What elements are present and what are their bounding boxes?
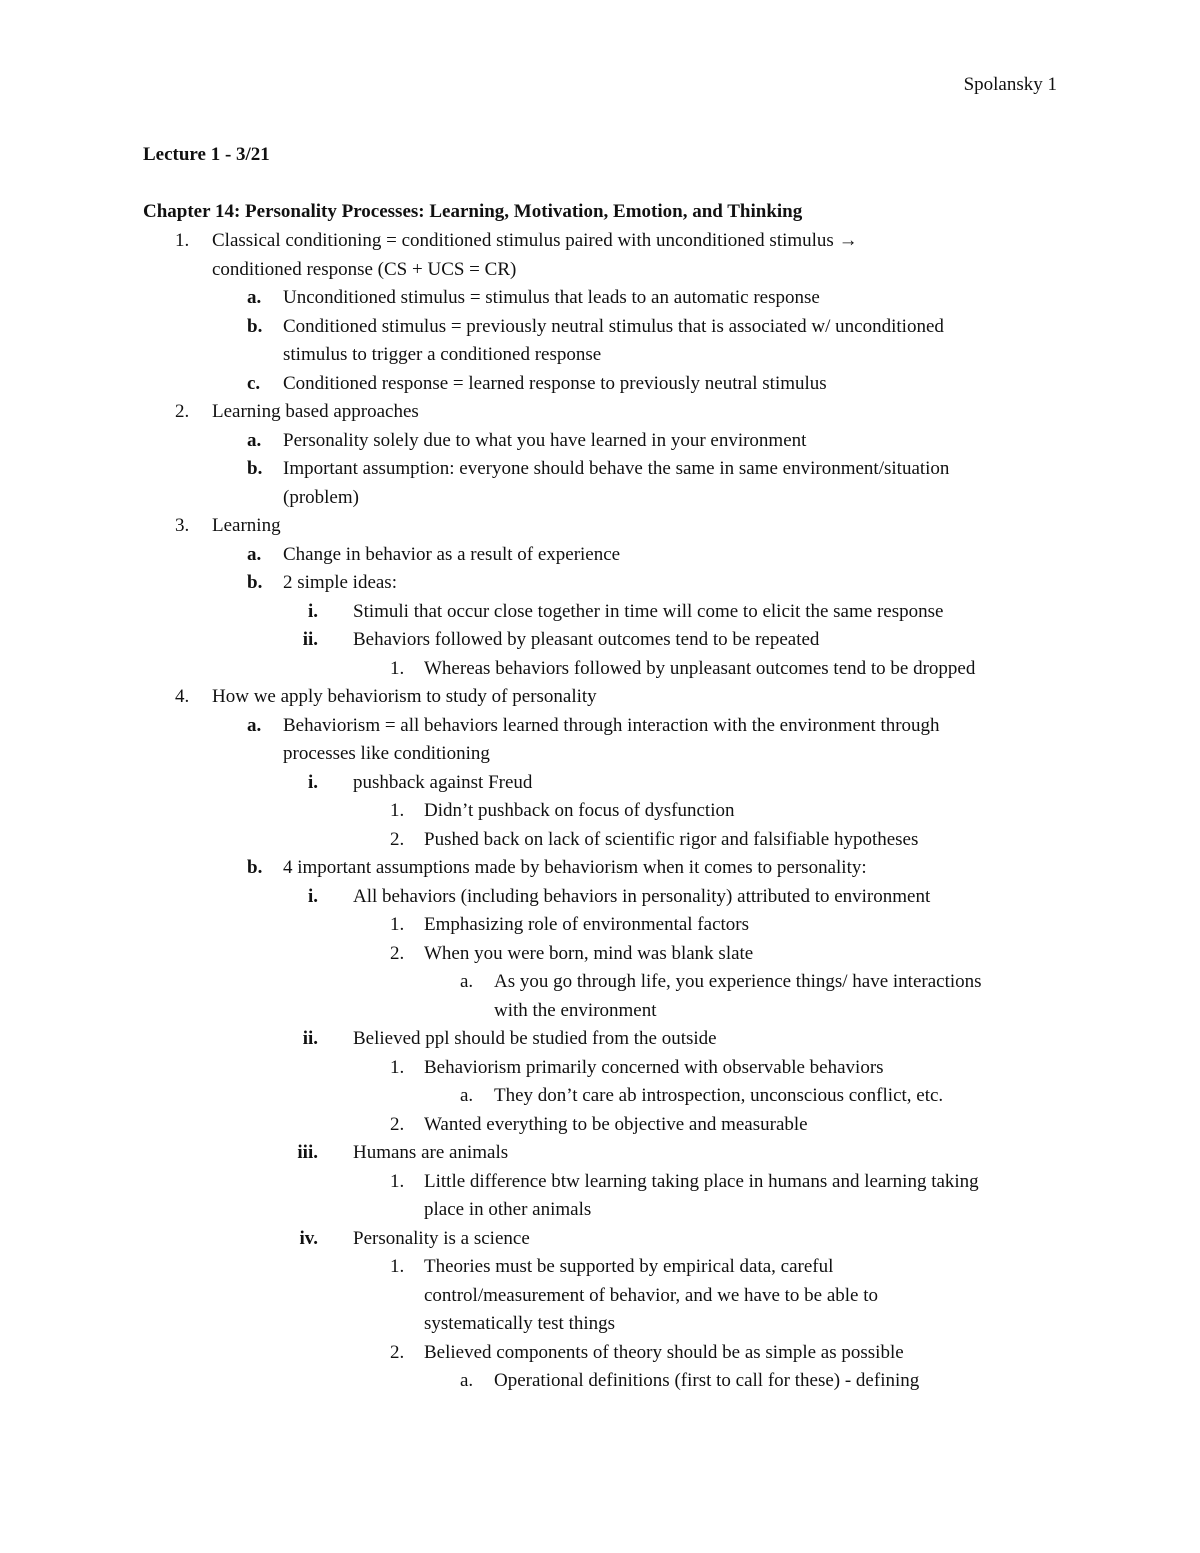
outline-item-level-2 <box>247 370 1060 399</box>
outline-item-level-2 <box>247 712 1060 769</box>
page-header-label: Spolansky 1 <box>963 74 1057 95</box>
outline-item-text: place in other animals <box>424 1199 592 1220</box>
outline-item-level-5 <box>460 968 1060 1025</box>
outline-item-text: 2 simple ideas: <box>283 572 397 593</box>
outline-item-text: Didn’t pushback on focus of dysfunction <box>424 800 735 821</box>
outline-item-marker: a. <box>247 543 262 565</box>
outline-item-marker: 1. <box>390 657 405 679</box>
outline-item-level-2 <box>247 854 1060 883</box>
outline-item-level-1 <box>175 398 1060 427</box>
outline-item-text: Believed components of theory should be as simple as possible <box>424 1341 904 1363</box>
outline-item-text: Conditioned response = learned response to previously neutral stimulus <box>283 372 827 394</box>
outline-item-text: control/measurement of behavior, and we have to be able to <box>424 1284 879 1306</box>
outline-item-text: Learning based approaches <box>212 401 419 422</box>
outline-item-text: They don’t care ab introspection, unconscious conflict, etc. <box>494 1085 944 1106</box>
outline-item-marker: 2. <box>390 1341 405 1363</box>
outline-item-marker: a. <box>247 287 262 308</box>
outline-item-text: (problem) <box>283 486 359 508</box>
outline-item-text: Behaviorism = all behaviors learned through interaction with the environment through <box>283 714 940 736</box>
outline-item-marker: ii. <box>302 629 318 650</box>
outline-item-level-2 <box>247 455 1060 512</box>
outline-item-text: 4 important assumptions made by behaviorism when it comes to personality: <box>283 857 867 878</box>
outline-item-level-5 <box>460 1367 1060 1396</box>
outline-item-marker: b. <box>247 857 263 878</box>
outline-item-marker: iv. <box>299 1227 318 1249</box>
outline-item-text: Stimuli that occur close together in time will come to elicit the same response <box>353 600 944 622</box>
outline-item-marker: i. <box>307 885 318 907</box>
outline-item-marker: b. <box>247 315 263 337</box>
outline-item-marker: a. <box>460 1085 474 1106</box>
outline-item-text: Personality solely due to what you have learned in your environment <box>283 429 807 451</box>
outline-item-text: Important assumption: everyone should behave the same in same environment/situation <box>283 458 950 479</box>
outline-item-level-4 <box>390 1253 1060 1339</box>
outline-item-marker: b. <box>247 458 263 479</box>
outline-item-level-4 <box>390 655 1060 684</box>
outline-item-text: systematically test things <box>424 1313 616 1334</box>
outline-item-level-3 <box>307 883 1060 912</box>
outline-item-text: stimulus to trigger a conditioned response <box>283 344 602 365</box>
outline-item-text: Behaviorism primarily concerned with observable behaviors <box>424 1056 884 1078</box>
outline-item-level-3 <box>307 598 1060 627</box>
outline-item-marker: 3. <box>175 515 190 536</box>
outline-item-level-4 <box>390 1054 1060 1083</box>
outline-item-level-5 <box>460 1082 1060 1111</box>
outline-item-level-3 <box>302 1025 1060 1054</box>
outline-item-level-2 <box>247 427 1060 456</box>
outline-item-marker: ii. <box>302 1028 318 1049</box>
outline-item-text: Behaviors followed by pleasant outcomes tend to be repeated <box>353 629 820 650</box>
outline-item-text: Whereas behaviors followed by unpleasant outcomes tend to be dropped <box>424 657 976 679</box>
outline-item-text: pushback against Freud <box>353 771 533 793</box>
outline-item-marker: 1. <box>390 1170 405 1192</box>
outline-item-level-3 <box>307 769 1060 798</box>
outline-item-level-1 <box>175 512 1060 541</box>
outline-item-level-2 <box>247 313 1060 370</box>
outline-item-marker: a. <box>247 429 262 451</box>
outline-item-text: with the environment <box>494 999 657 1021</box>
outline-item-level-2 <box>247 284 1060 313</box>
outline-item-text: Humans are animals <box>353 1142 509 1163</box>
chapter-title: Chapter 14: Personality Processes: Learning, Motivation, Emotion, and Thinking <box>143 201 803 222</box>
outline-item-marker: c. <box>247 372 261 394</box>
outline-item-level-4 <box>390 826 1060 855</box>
outline-item-level-4 <box>390 940 1060 969</box>
outline-item-text: Wanted everything to be objective and measurable <box>424 1113 808 1135</box>
outline-item-level-1 <box>175 683 1060 712</box>
outline-item-text: processes like conditioning <box>283 743 490 764</box>
outline-item-level-1 <box>175 227 1060 284</box>
outline-item-marker: b. <box>247 572 263 593</box>
outline-item-marker: 1. <box>390 914 405 935</box>
outline-item-marker: a. <box>247 714 262 736</box>
outline-item-text: When you were born, mind was blank slate <box>424 942 754 964</box>
outline-item-marker: 1. <box>390 800 405 821</box>
outline-item-level-4 <box>390 1168 1060 1225</box>
outline-item-marker: 4. <box>175 686 190 707</box>
outline-item-level-2 <box>247 541 1060 570</box>
lecture-title: Lecture 1 - 3/21 <box>143 144 270 165</box>
outline-item-text: Classical conditioning = conditioned stimulus paired with unconditioned stimulus → <box>212 230 858 251</box>
outline-item-text: Pushed back on lack of scientific rigor and falsifiable hypotheses <box>424 828 919 850</box>
outline-item-marker: a. <box>460 971 474 992</box>
outline-item-text: Theories must be supported by empirical data, careful <box>424 1256 834 1277</box>
outline-item-marker: 2. <box>175 401 190 422</box>
outline-item-level-2 <box>247 569 1060 598</box>
outline-item-marker: 2. <box>390 942 405 964</box>
outline-item-marker: i. <box>307 771 318 793</box>
outline-item-marker: 1. <box>175 230 190 251</box>
outline-item-marker: a. <box>460 1370 474 1391</box>
outline-item-text: Learning <box>212 515 281 536</box>
outline-item-level-4 <box>390 911 1060 940</box>
outline-item-marker: 2. <box>390 828 405 850</box>
outline-item-text: Emphasizing role of environmental factors <box>424 914 750 935</box>
outline-item-marker: iii. <box>297 1142 318 1163</box>
outline-item-text: How we apply behaviorism to study of personality <box>212 686 597 707</box>
outline-item-level-3 <box>302 626 1060 655</box>
outline-item-text: Personality is a science <box>353 1227 530 1249</box>
outline-item-text: Believed ppl should be studied from the outside <box>353 1028 717 1049</box>
outline-item-text: Conditioned stimulus = previously neutral stimulus that is associated w/ unconditioned <box>283 315 944 337</box>
outline-item-text: Little difference btw learning taking place in humans and learning taking <box>424 1170 979 1192</box>
outline-item-level-3 <box>297 1139 1060 1168</box>
outline-item-marker: 1. <box>390 1256 405 1277</box>
outline-item-level-4 <box>390 1339 1060 1368</box>
outline-item-text: conditioned response (CS + UCS = CR) <box>212 258 517 280</box>
outline-item-level-3 <box>299 1225 1060 1254</box>
outline-item-text: Operational definitions (first to call for these) - defining <box>494 1370 920 1391</box>
outline-item-level-4 <box>390 797 1060 826</box>
outline-item-text: Unconditioned stimulus = stimulus that leads to an automatic response <box>283 287 820 308</box>
outline-item-text: Change in behavior as a result of experience <box>283 543 621 565</box>
outline-item-text: All behaviors (including behaviors in personality) attributed to environment <box>353 885 931 907</box>
outline-item-level-4 <box>390 1111 1060 1140</box>
outline-item-marker: 2. <box>390 1113 405 1135</box>
outline-item-marker: i. <box>307 600 318 622</box>
outline-item-text: As you go through life, you experience things/ have interactions <box>494 971 982 992</box>
outline-item-marker: 1. <box>390 1056 405 1078</box>
